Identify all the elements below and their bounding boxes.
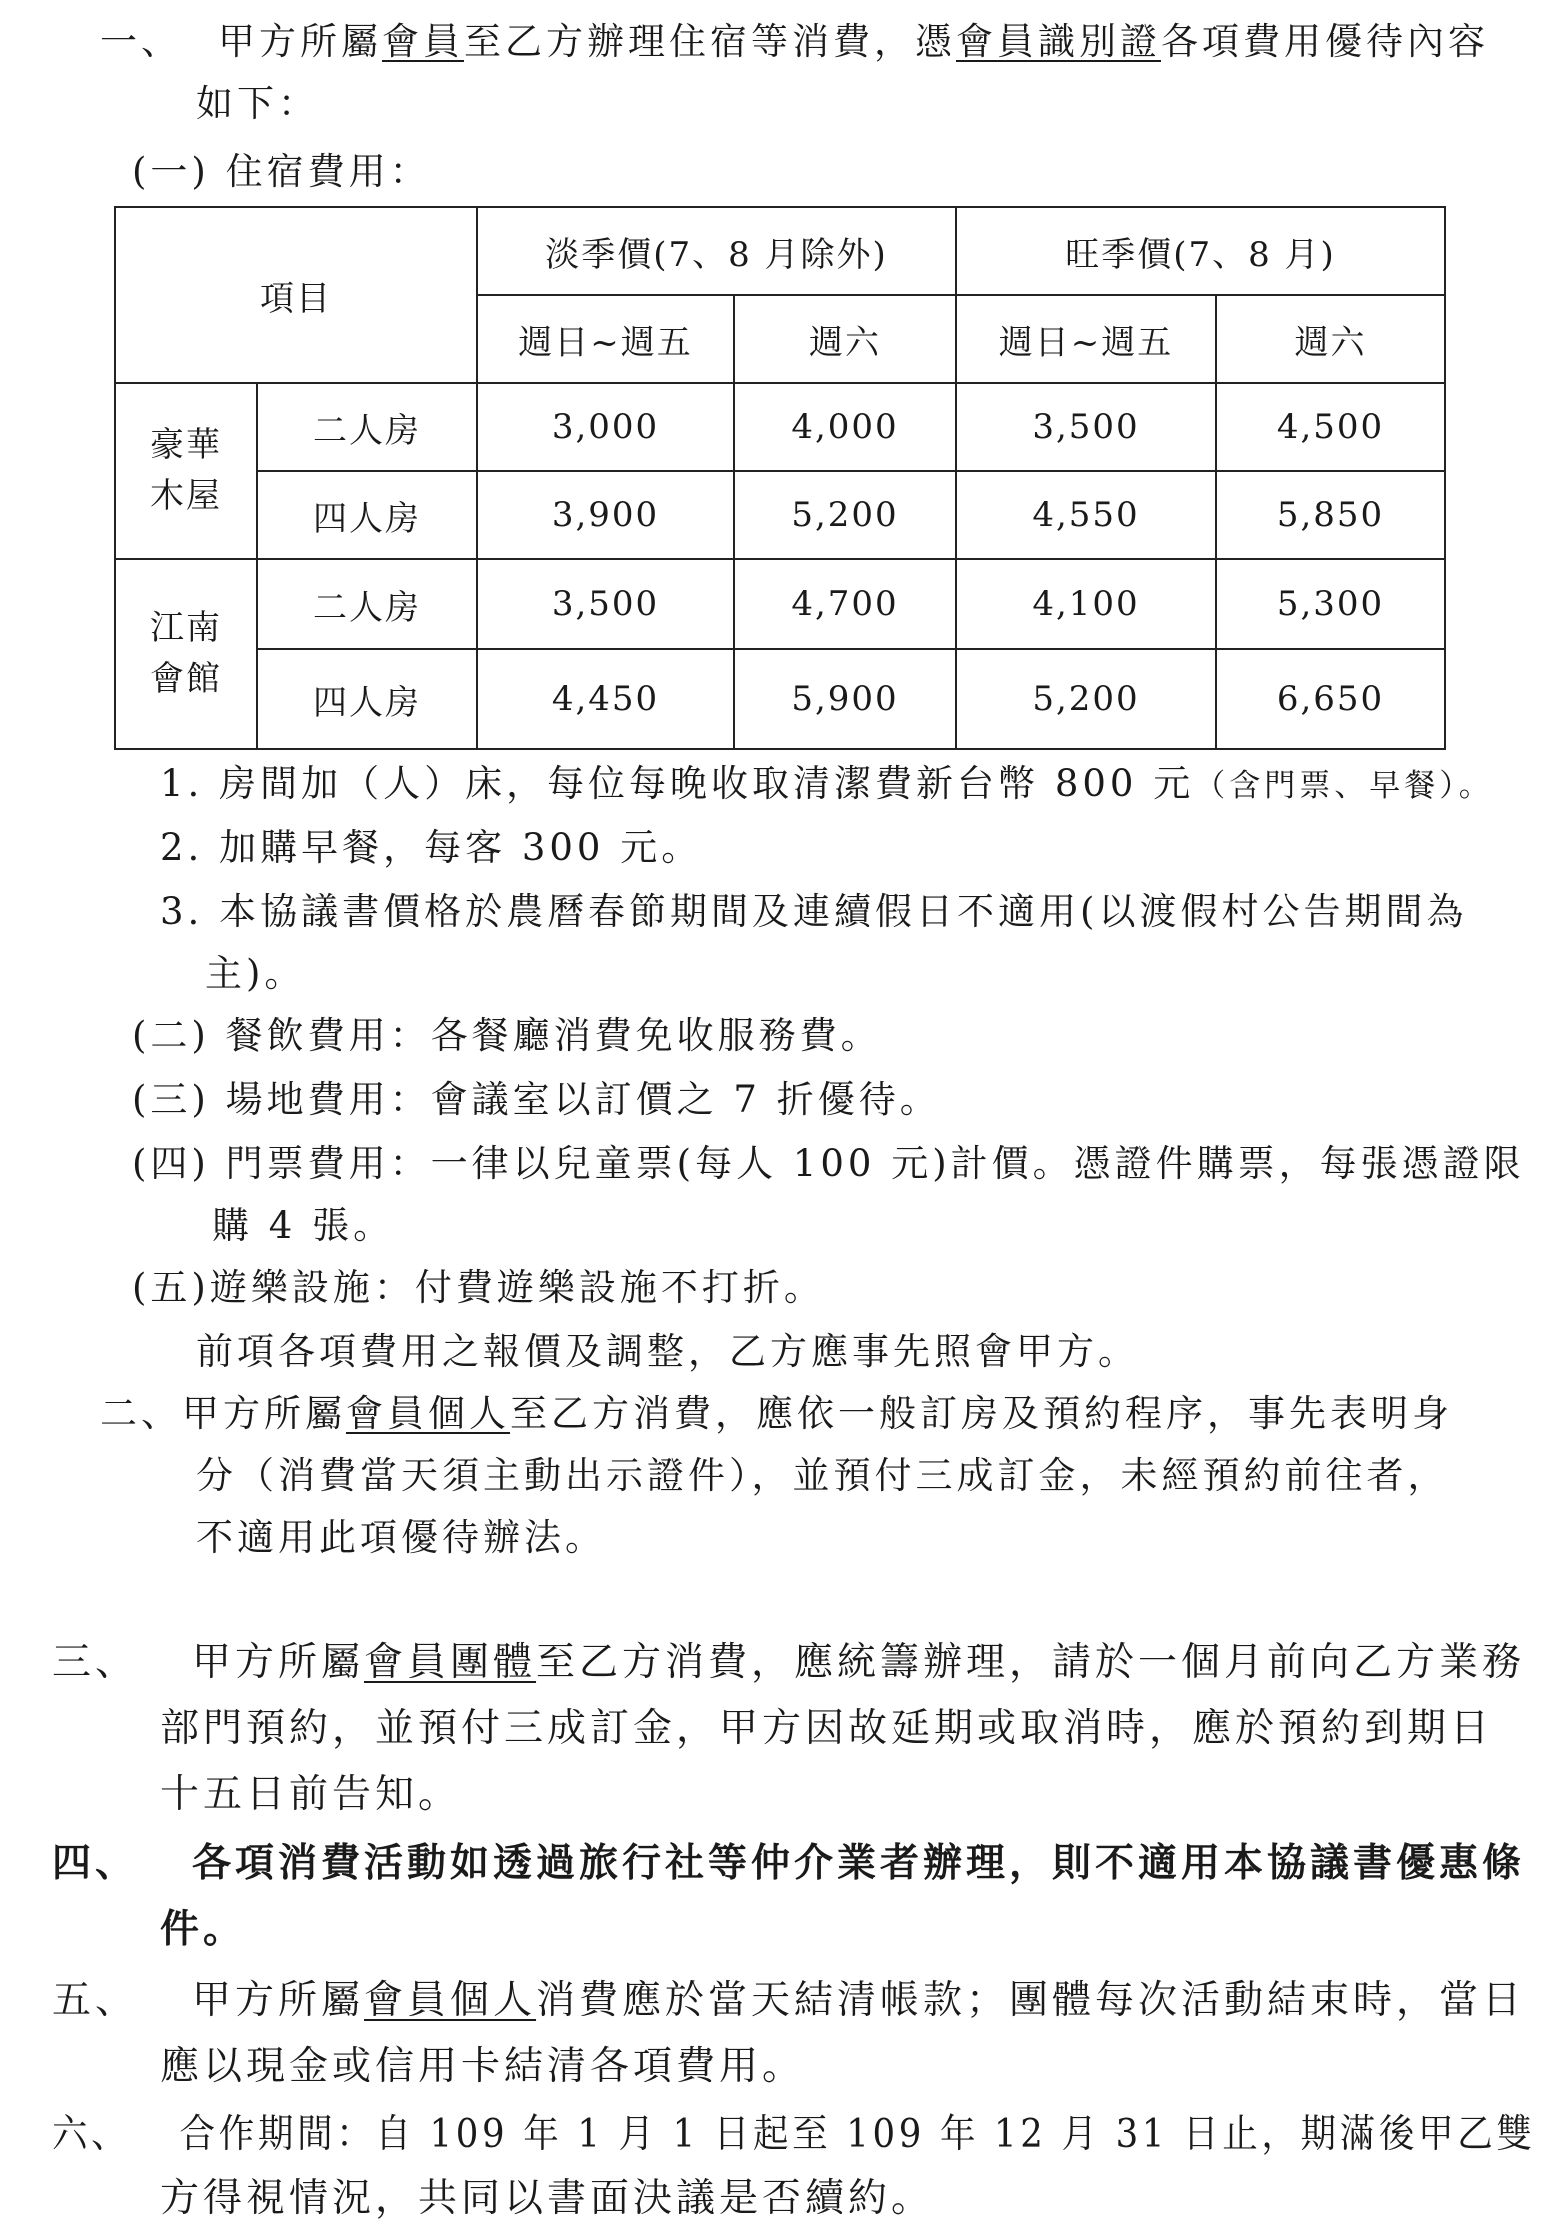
clause-2-line-3: 不適用此項優待辦法。 [196, 1516, 606, 1559]
table-header-off-season: 淡季價(7、8 月除外) [477, 207, 956, 295]
clause-1-text: 各項費用優待內容 [1161, 20, 1489, 63]
clause-1-number: 一、 [100, 20, 182, 63]
note-3-line-1: 3. 本協議書價格於農曆春節期間及連續假日不適用(以渡假村公告期間為 [160, 890, 1468, 933]
table-cell-price: 3,900 [477, 471, 734, 559]
clause-4-line-1 [52, 1840, 1525, 1887]
note-1-text: 1. 房間加（人）床，每位每晚收取清潔費新台幣 800 元 [160, 762, 1195, 805]
table-cell-room: 二人房 [257, 383, 477, 471]
clause-4-number: 四、 [52, 1840, 139, 1886]
clause-3-text: 至乙方消費，應統籌辦理，請於一個月前向乙方業務 [536, 1640, 1526, 1685]
table-row [115, 471, 1445, 559]
clause-2-text: 甲方所屬 [182, 1392, 346, 1435]
table-cell-price: 4,700 [734, 559, 956, 649]
clause-5-text: 甲方所屬 [192, 1978, 365, 2023]
table-header-peak-season: 旺季價(7、8 月) [956, 207, 1445, 295]
note-1 [160, 762, 1494, 806]
table-header-item: 項目 [115, 207, 477, 383]
table-cell-price: 4,450 [477, 649, 734, 749]
table-header-off-weekday: 週日~週五 [477, 295, 734, 383]
table-cell-price: 5,850 [1216, 471, 1445, 559]
group-label-line: 會館 [150, 659, 222, 699]
clause-5-line-2: 應以現金或信用卡結清各項費用。 [160, 2044, 806, 2089]
underline-member-group: 會員團體 [364, 1640, 537, 1685]
table-row [115, 383, 1445, 471]
table-cell-price: 3,500 [477, 559, 734, 649]
table-group-luxury-cabin [115, 383, 257, 559]
clause-4-text: 各項消費活動如透過旅行社等仲介業者辦理，則不適用本協議書優惠條 [192, 1840, 1526, 1886]
clause-2-line-1 [100, 1392, 1453, 1436]
clause-6-line-2: 方得視情況，共同以書面決議是否續約。 [160, 2176, 935, 2221]
clause-2-number: 二、 [100, 1392, 182, 1435]
underline-member-id: 會員識別證 [956, 20, 1161, 63]
table-header-peak-weekday: 週日~週五 [956, 295, 1216, 383]
note-2: 2. 加購早餐，每客 300 元。 [160, 826, 703, 869]
group-label-line: 豪華 [150, 425, 222, 465]
table-cell-price: 4,100 [956, 559, 1216, 649]
section-5: (五)遊樂設施：付費遊樂設施不打折。 [132, 1266, 825, 1309]
clause-6-line-1 [52, 2112, 1536, 2159]
clause-1-line-1 [100, 20, 1489, 64]
table-cell-price: 3,500 [956, 383, 1216, 471]
table-header-off-saturday: 週六 [734, 295, 956, 383]
accommodation-rate-table [114, 206, 1446, 750]
section-footer: 前項各項費用之報價及調整，乙方應事先照會甲方。 [196, 1330, 1139, 1373]
table-cell-price: 5,200 [956, 649, 1216, 749]
table-cell-price: 4,550 [956, 471, 1216, 559]
clause-6-text: 合作期間：自 109 年 1 月 1 日起至 109 年 12 月 31 日止，期滿後甲乙雙 [179, 2112, 1536, 2157]
clause-3-line-2: 部門預約，並預付三成訂金，甲方因故延期或取消時，應於預約到期日 [160, 1706, 1494, 1751]
table-row [115, 559, 1445, 649]
group-label-line: 江南 [150, 608, 222, 648]
clause-1-text: 甲方所屬 [218, 20, 382, 63]
clause-3-line-1 [52, 1640, 1525, 1687]
clause-5-number: 五、 [52, 1978, 139, 2023]
table-cell-room: 四人房 [257, 649, 477, 749]
clause-3-number: 三、 [52, 1640, 139, 1685]
underline-member: 會員 [382, 20, 464, 63]
section-2: (二) 餐飲費用：各餐廳消費免收服務費。 [132, 1014, 882, 1057]
table-row [115, 649, 1445, 749]
table-header-peak-saturday: 週六 [1216, 295, 1445, 383]
clause-1-text: 至乙方辦理住宿等消費，憑 [464, 20, 956, 63]
clause-2-text: 至乙方消費，應依一般訂房及預約程序，事先表明身 [510, 1392, 1453, 1435]
table-cell-price: 4,500 [1216, 383, 1445, 471]
underline-member-individual: 會員個人 [346, 1392, 510, 1435]
clause-1-line-2: 如下： [196, 82, 319, 125]
clause-4-line-2: 件。 [160, 1906, 247, 1952]
clause-6-number: 六、 [52, 2112, 131, 2157]
table-cell-room: 二人房 [257, 559, 477, 649]
table-cell-price: 6,650 [1216, 649, 1445, 749]
section-3: (三) 場地費用：會議室以訂價之 7 折優待。 [132, 1078, 941, 1121]
table-cell-room: 四人房 [257, 471, 477, 559]
note-3-line-2: 主)。 [205, 952, 306, 995]
section-4-line-1: (四) 門票費用：一律以兒童票(每人 100 元)計價。憑證件購票，每張憑證限 [132, 1142, 1525, 1185]
clause-5-line-1 [52, 1978, 1525, 2025]
table-cell-price: 5,200 [734, 471, 956, 559]
underline-member-individual: 會員個人 [364, 1978, 537, 2023]
clause-3-line-3: 十五日前告知。 [160, 1772, 462, 1817]
table-cell-price: 5,900 [734, 649, 956, 749]
clause-5-text: 消費應於當天結清帳款；團體每次活動結束時，當日 [536, 1978, 1526, 2023]
section-4-line-2: 購 4 張。 [212, 1204, 395, 1247]
table-cell-price: 5,300 [1216, 559, 1445, 649]
table-group-jiangnan-hall [115, 559, 257, 749]
table-cell-price: 3,000 [477, 383, 734, 471]
clause-3-text: 甲方所屬 [192, 1640, 365, 1685]
section-1-title: (一) 住宿費用： [132, 150, 431, 193]
group-label-line: 木屋 [150, 476, 222, 516]
clause-2-line-2: 分（消費當天須主動出示證件），並預付三成訂金，未經預約前往者， [196, 1454, 1449, 1497]
table-cell-price: 4,000 [734, 383, 956, 471]
note-1-small-text: （含門票、早餐）。 [1194, 768, 1494, 804]
